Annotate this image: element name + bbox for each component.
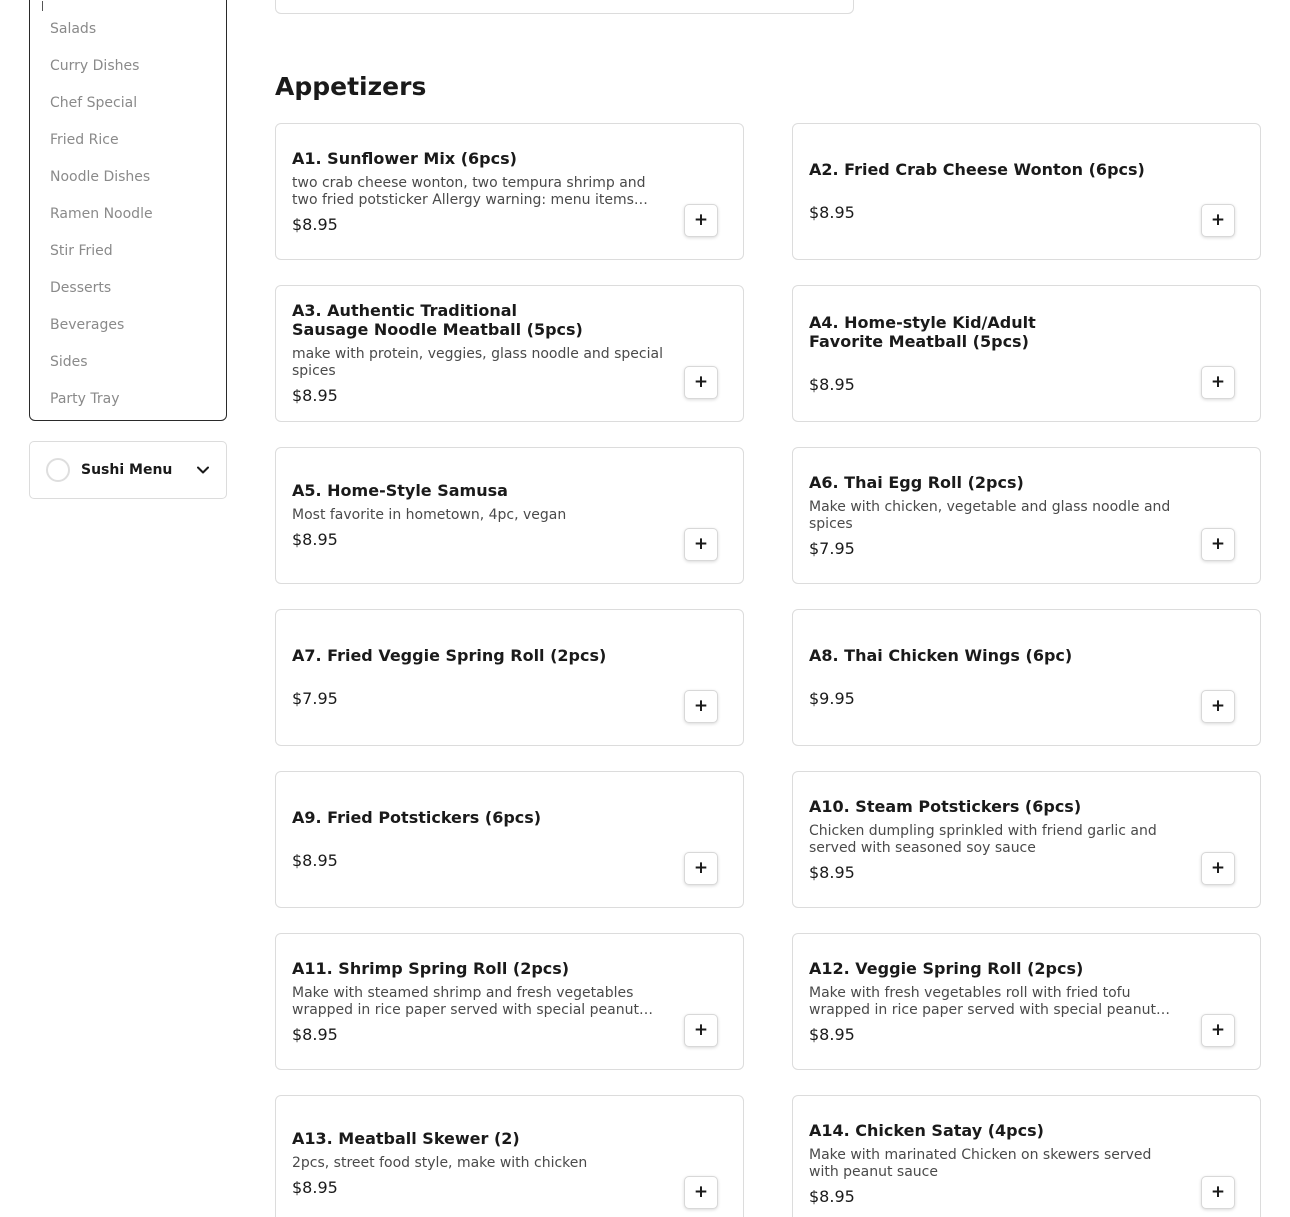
item-description: Make with chicken, vegetable and glass noodle and spices (809, 498, 1171, 532)
item-price: $8.95 (292, 530, 338, 549)
menu-item-card[interactable] (792, 447, 1261, 584)
menu-item-card[interactable] (792, 1095, 1261, 1217)
plus-icon: + (1210, 696, 1226, 716)
menu-item-card[interactable] (275, 447, 744, 584)
menu-item-card[interactable] (275, 1095, 744, 1217)
item-price: $8.95 (809, 1186, 855, 1206)
menu-item-card[interactable] (275, 123, 744, 260)
menu-item-card[interactable] (792, 609, 1261, 746)
menu-item-card[interactable] (275, 285, 744, 422)
menu-item-card[interactable] (792, 123, 1261, 260)
item-description: Make with steamed shrimp and fresh vegetables wrapped in rice paper served with special peanut (292, 984, 639, 1018)
plus-icon: + (1210, 1182, 1226, 1202)
add-item-button[interactable] (684, 1176, 718, 1209)
item-name: A3. Authentic Traditional Sausage Noodle Meatball (5pcs) (292, 301, 583, 339)
item-price: $8.95 (292, 386, 338, 405)
item-name: A11. Shrimp Spring Roll (2pcs) (292, 958, 570, 978)
item-price: $7.95 (809, 538, 855, 558)
plus-icon: + (693, 1182, 709, 1202)
item-price: $9.95 (809, 689, 855, 708)
category-item-stir-fried[interactable]: Stir Fried (50, 243, 113, 259)
radio-button[interactable] (46, 458, 70, 482)
item-name: A2. Fried Crab Cheese Wonton (6pcs) (809, 160, 1145, 179)
menu-item-card[interactable] (275, 933, 744, 1070)
plus-icon: + (1210, 534, 1226, 554)
category-item-party-tray[interactable]: Party Tray (50, 391, 120, 407)
category-list (50, 19, 153, 426)
item-description: 2pcs, street food style, make with chicken (292, 1155, 588, 1171)
item-name: A6. Thai Egg Roll (2pcs) (809, 472, 1024, 492)
item-description: Make with fresh vegetables roll with fried tofu wrapped in rice paper served with special peanut (809, 984, 1156, 1018)
item-price: $8.95 (292, 1024, 338, 1044)
item-price: $7.95 (292, 689, 338, 708)
add-item-button[interactable] (1201, 690, 1235, 723)
item-name: A7. Fried Veggie Spring Roll (2pcs) (292, 646, 607, 665)
menu-item-card[interactable] (792, 771, 1261, 908)
add-item-button[interactable] (1201, 1176, 1235, 1209)
item-price: $8.95 (292, 214, 338, 234)
add-item-button[interactable] (684, 852, 718, 885)
item-price: $8.95 (809, 374, 855, 394)
add-item-button[interactable] (1201, 204, 1235, 237)
item-description: make with protein, veggies, glass noodle and special spices (292, 346, 663, 379)
plus-icon: + (1210, 858, 1226, 878)
category-item-curry-dishes[interactable]: Curry Dishes (50, 58, 140, 74)
item-name: A10. Steam Potstickers (6pcs) (809, 796, 1082, 816)
plus-icon: + (693, 372, 709, 392)
category-item-ramen-noodle[interactable]: Ramen Noodle (50, 206, 153, 222)
plus-icon: + (693, 210, 709, 230)
menu-item-card[interactable] (792, 285, 1261, 422)
plus-icon: + (693, 696, 709, 716)
chevron-down-icon[interactable] (196, 463, 210, 477)
plus-icon: + (693, 534, 709, 554)
item-price: $8.95 (809, 1024, 855, 1044)
add-item-button[interactable] (684, 366, 718, 399)
item-name: A4. Home-style Kid/Adult Favorite Meatball (5pcs) (809, 312, 1036, 351)
menu-item-card[interactable] (275, 771, 744, 908)
item-name: A13. Meatball Skewer (2) (292, 1129, 520, 1148)
category-item-desserts[interactable]: Desserts (50, 280, 112, 296)
previous-section-box (275, 0, 854, 14)
item-price: $8.95 (809, 862, 855, 882)
menu-items-grid (275, 123, 1261, 1217)
add-item-button[interactable] (1201, 366, 1235, 399)
item-description: Chicken dumpling sprinkled with friend garlic and served with seasoned soy sauce (809, 822, 1157, 856)
category-nav (29, 0, 227, 421)
category-item-beverages[interactable]: Beverages (50, 317, 125, 333)
item-name: A14. Chicken Satay (4pcs) (809, 1120, 1044, 1140)
add-item-button[interactable] (1201, 528, 1235, 561)
plus-icon: + (1210, 372, 1226, 392)
item-description: Most favorite in hometown, 4pc, vegan (292, 507, 567, 523)
menu-item-card[interactable] (275, 609, 744, 746)
category-item-sides[interactable]: Sides (50, 354, 88, 370)
add-item-button[interactable] (1201, 1014, 1235, 1047)
item-price: $8.95 (292, 1178, 338, 1197)
scroll-indicator (42, 1, 43, 11)
sushi-menu-label: Sushi Menu (81, 462, 173, 478)
item-name: A9. Fried Potstickers (6pcs) (292, 808, 542, 827)
item-name: A8. Thai Chicken Wings (6pc) (809, 646, 1073, 665)
category-item-salads[interactable]: Salads (50, 21, 97, 37)
item-description: Make with marinated Chicken on skewers served with peanut sauce (809, 1146, 1152, 1180)
add-item-button[interactable] (1201, 852, 1235, 885)
plus-icon: + (693, 1020, 709, 1040)
section-title: Appetizers (275, 72, 427, 101)
add-item-button[interactable] (684, 690, 718, 723)
category-item-chef-special[interactable]: Chef Special (50, 95, 138, 111)
menu-item-card[interactable] (792, 933, 1261, 1070)
plus-icon: + (1210, 1020, 1226, 1040)
add-item-button[interactable] (684, 204, 718, 237)
plus-icon: + (1210, 210, 1226, 230)
category-item-fried-rice[interactable]: Fried Rice (50, 132, 119, 148)
add-item-button[interactable] (684, 1014, 718, 1047)
item-name: A5. Home-Style Samusa (292, 481, 508, 500)
add-item-button[interactable] (684, 528, 718, 561)
sushi-menu-toggle[interactable] (29, 441, 227, 499)
item-price: $8.95 (292, 851, 338, 870)
category-item-noodle-dishes[interactable]: Noodle Dishes (50, 169, 151, 185)
item-name: A1. Sunflower Mix (6pcs) (292, 148, 517, 168)
item-description: two crab cheese wonton, two tempura shrimp and two fried potsticker Allergy warning: menu items (292, 174, 646, 208)
item-price: $8.95 (809, 203, 855, 222)
item-name: A12. Veggie Spring Roll (2pcs) (809, 958, 1084, 978)
plus-icon: + (693, 858, 709, 878)
